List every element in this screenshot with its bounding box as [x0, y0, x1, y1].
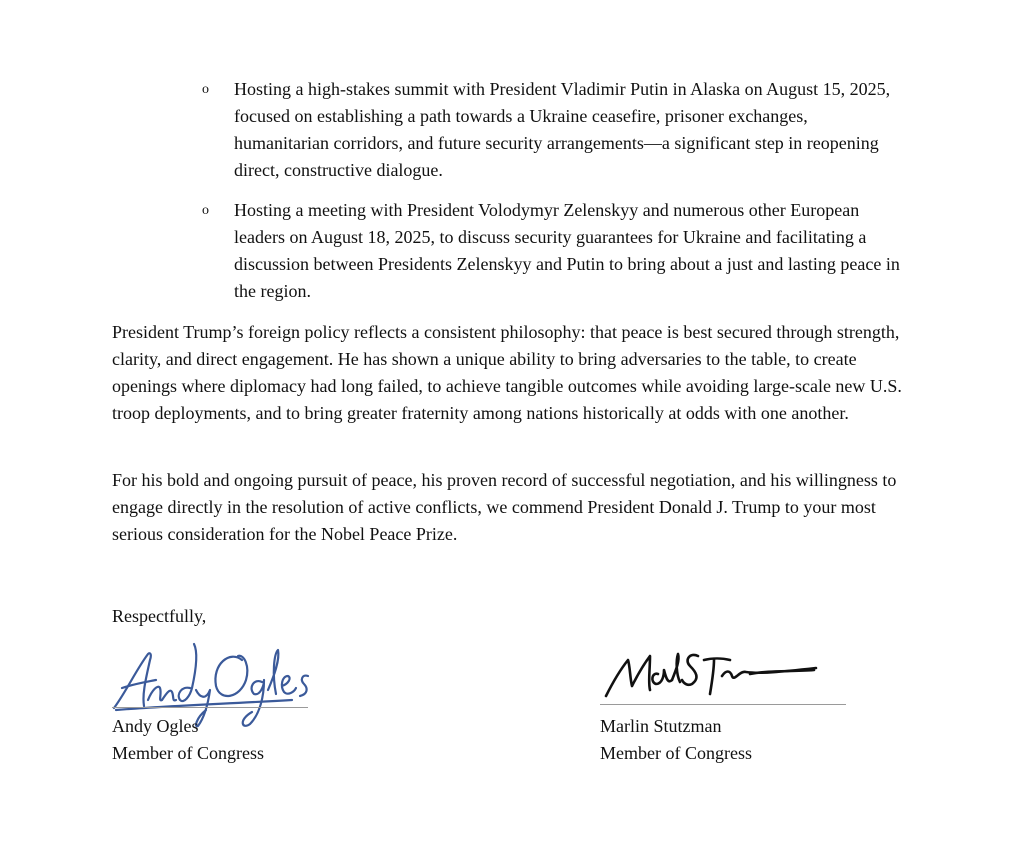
signatory-title: Member of Congress	[112, 743, 264, 763]
signatory-name: Andy Ogles	[112, 716, 199, 736]
bullet-text: Hosting a meeting with President Volodymyr Zelenskyy and numerous other European leaders on August 18, 2025, to discuss security guarantees for Ukraine and facilitating a discussion between Presidents Zelenskyy and Putin to bring about a just and lasting peace in the region.	[234, 200, 900, 301]
bullet-list	[0, 76, 1024, 318]
bullet-item	[202, 76, 906, 184]
bullet-marker: o	[202, 82, 209, 97]
bullet-marker: o	[202, 203, 209, 218]
signature-line	[112, 707, 308, 708]
closing-salutation: Respectfully,	[112, 606, 207, 626]
handwritten-signature-ogles	[112, 630, 372, 710]
bullet-text: Hosting a high-stakes summit with President Vladimir Putin in Alaska on August 15, 2025, focused on establishing a path towards a Ukraine ceasefire, prisoner exchanges, humanitarian corridors, and future security arrangements—a significant step in reopening direct, constructive dialogue.	[234, 79, 891, 180]
signature-block-ogles	[112, 630, 372, 763]
body-paragraph-commendation: For his bold and ongoing pursuit of peace, his proven record of successful negotiation, and his willingness to engage directly in the resolution of active conflicts, we commend President Donald J. Trump to your most serious consideration for the Nobel Peace Prize.	[112, 470, 897, 544]
signatory-name: Marlin Stutzman	[600, 716, 722, 736]
signature-line	[600, 704, 846, 705]
signature-stutzman-svg	[600, 630, 860, 710]
handwritten-signature-stutzman	[600, 630, 860, 710]
signatory-title: Member of Congress	[600, 743, 752, 763]
signature-block-stutzman	[600, 630, 860, 763]
bullet-item	[202, 197, 906, 305]
body-paragraph-foreign-policy: President Trump’s foreign policy reflects a consistent philosophy: that peace is best secured through strength, clarity, and direct engagement. He has shown a unique ability to bring adversaries to the table, to create openings where diplomacy had long failed, to achieve tangible outcomes while avoiding large-scale new U.S. troop deployments, and to bring greater fraternity among nations historically at odds with one another.	[112, 322, 902, 423]
